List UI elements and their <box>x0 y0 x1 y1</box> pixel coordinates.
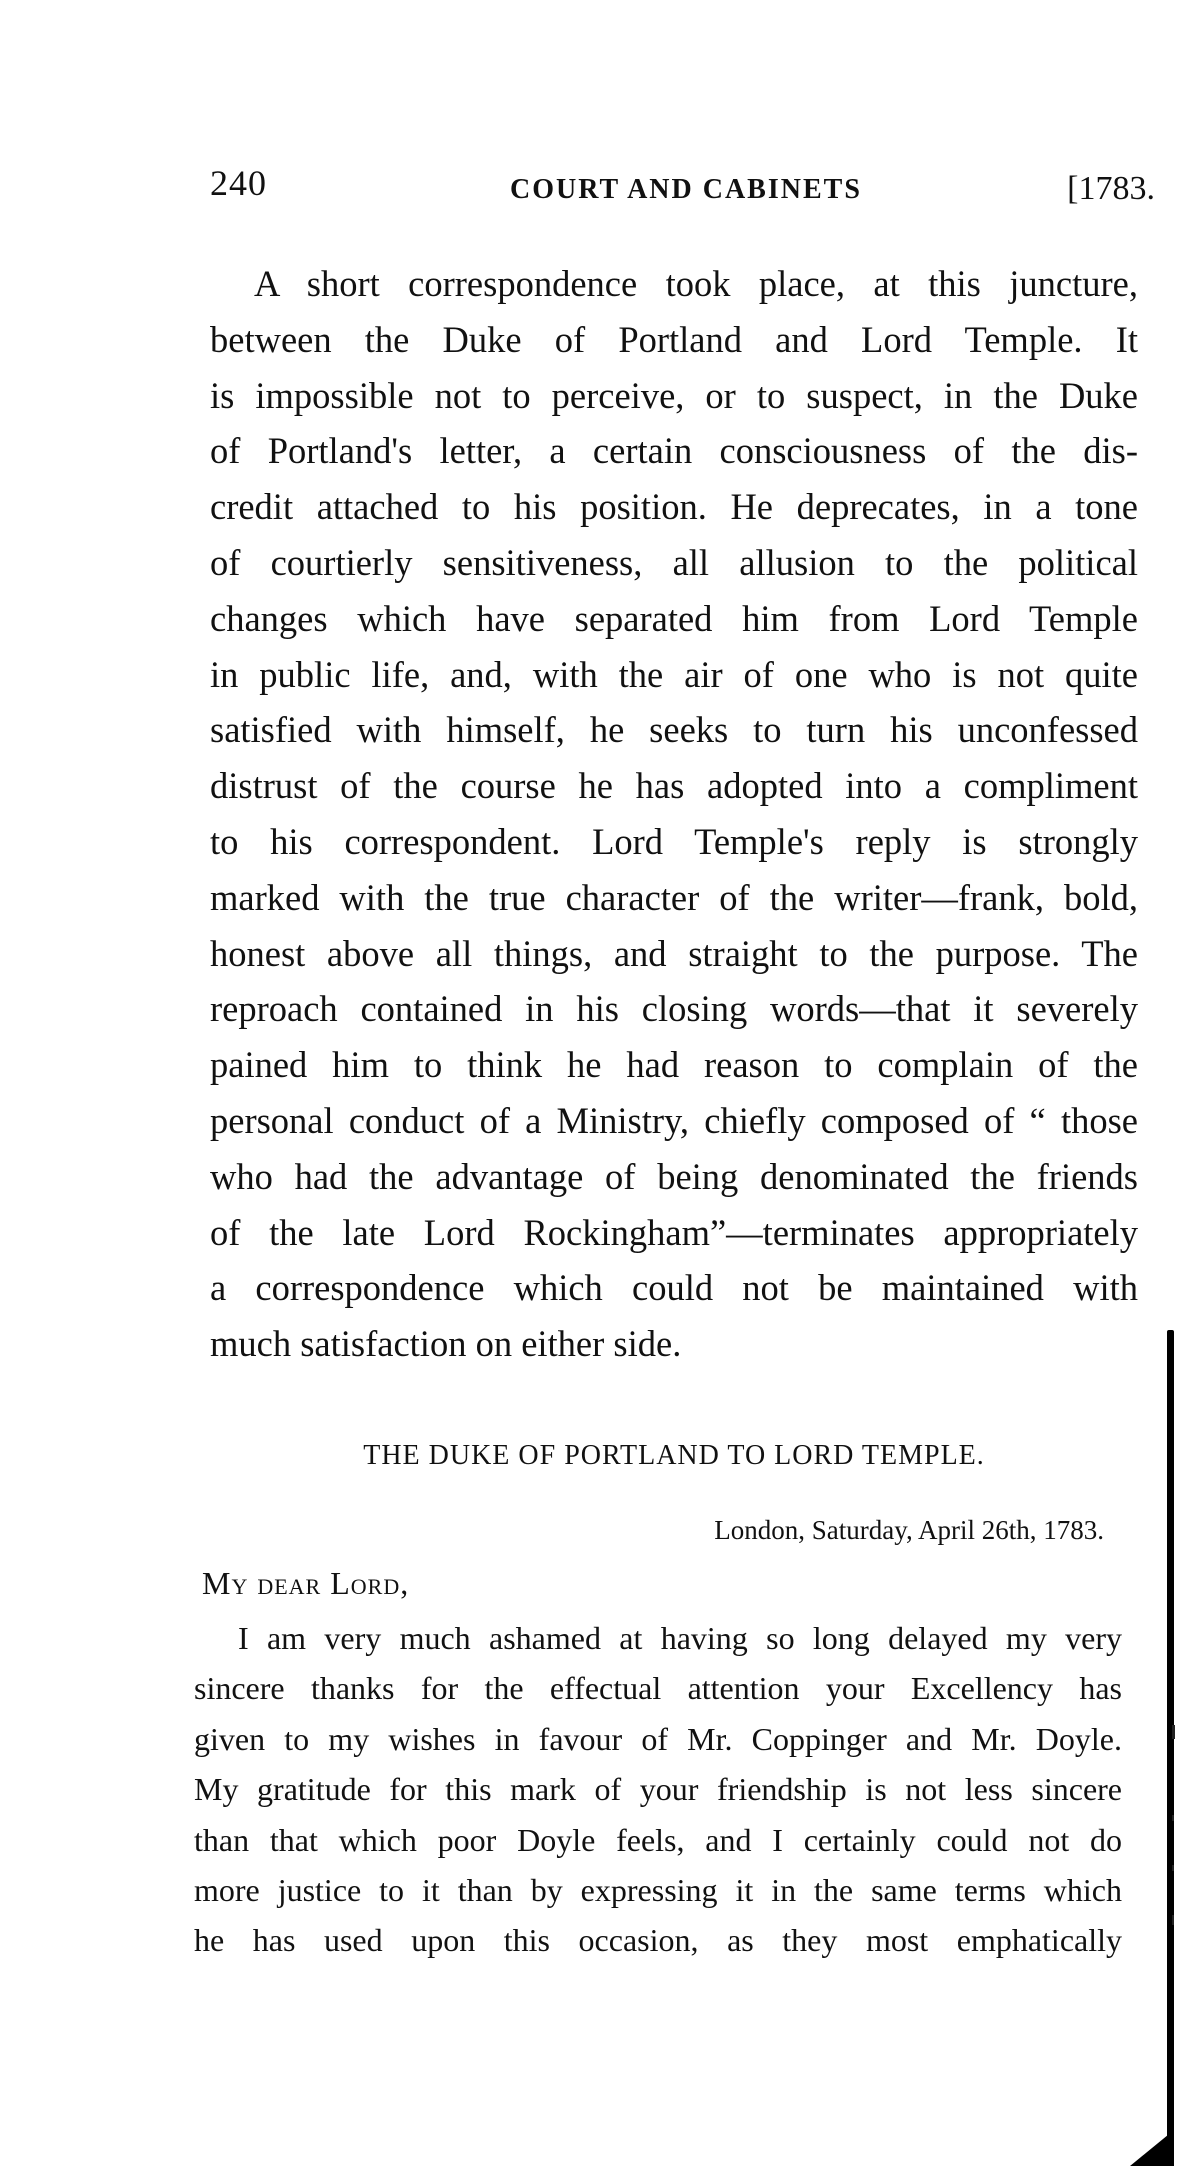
page-number: 240 <box>210 163 267 203</box>
scan-artifact <box>1172 1865 1174 1871</box>
body-line: distrust of the course he has adopted into a compliment <box>210 765 1138 807</box>
body-line: personal conduct of a Ministry, chiefly composed of “ those <box>210 1099 1138 1141</box>
letter-heading: THE DUKE OF PORTLAND TO LORD TEMPLE. <box>363 1440 985 1471</box>
body-line: credit attached to his position. He deprecates, in a tone <box>210 486 1138 528</box>
body-line: A short correspondence took place, at this juncture, <box>254 263 1138 304</box>
body-line: who had the advantage of being denominated the friends <box>210 1155 1138 1197</box>
letter-dateline: London, Saturday, April 26th, 1783. <box>714 1515 1104 1545</box>
body-line: marked with the true character of the writer—frank, bold, <box>210 876 1138 918</box>
scan-artifact <box>1172 1725 1175 1739</box>
body-line: satisfied with himself, he seeks to turn his unconfessed <box>210 709 1138 751</box>
body-line: pained him to think he had reason to complain of the <box>210 1044 1138 1086</box>
running-title: COURT AND CABINETS <box>510 174 862 205</box>
scan-artifact <box>1172 1815 1174 1821</box>
body-line: of the late Lord Rockingham”—terminates appropriately <box>210 1211 1138 1253</box>
letter-line: he has used upon this occasion, as they most emphatically <box>194 1922 1122 1959</box>
running-year: [1783. <box>1067 170 1155 207</box>
body-paragraph <box>210 256 1138 1372</box>
body-line: changes which have separated him from Lord Temple <box>210 597 1138 639</box>
body-line: much satisfaction on either side. <box>210 1323 682 1365</box>
body-line: of courtierly sensitiveness, all allusion to the political <box>210 541 1138 583</box>
running-head <box>210 162 1155 212</box>
body-line: in public life, and, with the air of one who is not quite <box>210 653 1138 695</box>
body-line: of Portland's letter, a certain consciousness of the dis- <box>210 430 1138 472</box>
letter-line: than that which poor Doyle feels, and I certainly could not do <box>194 1821 1122 1858</box>
body-line: a correspondence which could not be maintained with <box>210 1267 1138 1309</box>
letter-line: sincere thanks for the effectual attention your Excellency has <box>194 1670 1122 1707</box>
body-line: between the Duke of Portland and Lord Temple. It <box>210 318 1138 360</box>
letter-line: I am very much ashamed at having so long delayed my very <box>238 1620 1122 1656</box>
letter-body <box>194 1613 1122 1966</box>
body-line: reproach contained in his closing words—that it severely <box>210 988 1138 1030</box>
letter-line: given to my wishes in favour of Mr. Coppinger and Mr. Doyle. <box>194 1720 1122 1757</box>
letter-line: My gratitude for this mark of your friendship is not less sincere <box>194 1771 1122 1808</box>
body-line: honest above all things, and straight to the purpose. The <box>210 932 1138 974</box>
letter-line: more justice to it than by expressing it in the same terms which <box>194 1871 1122 1908</box>
scan-artifact <box>1172 1915 1174 1925</box>
scan-page-edge <box>1167 1330 1174 2160</box>
letter-salutation: My dear Lord, <box>202 1565 410 1601</box>
body-line: is impossible not to perceive, or to suspect, in the Duke <box>210 374 1138 416</box>
body-line: to his correspondent. Lord Temple's reply is strongly <box>210 820 1138 862</box>
